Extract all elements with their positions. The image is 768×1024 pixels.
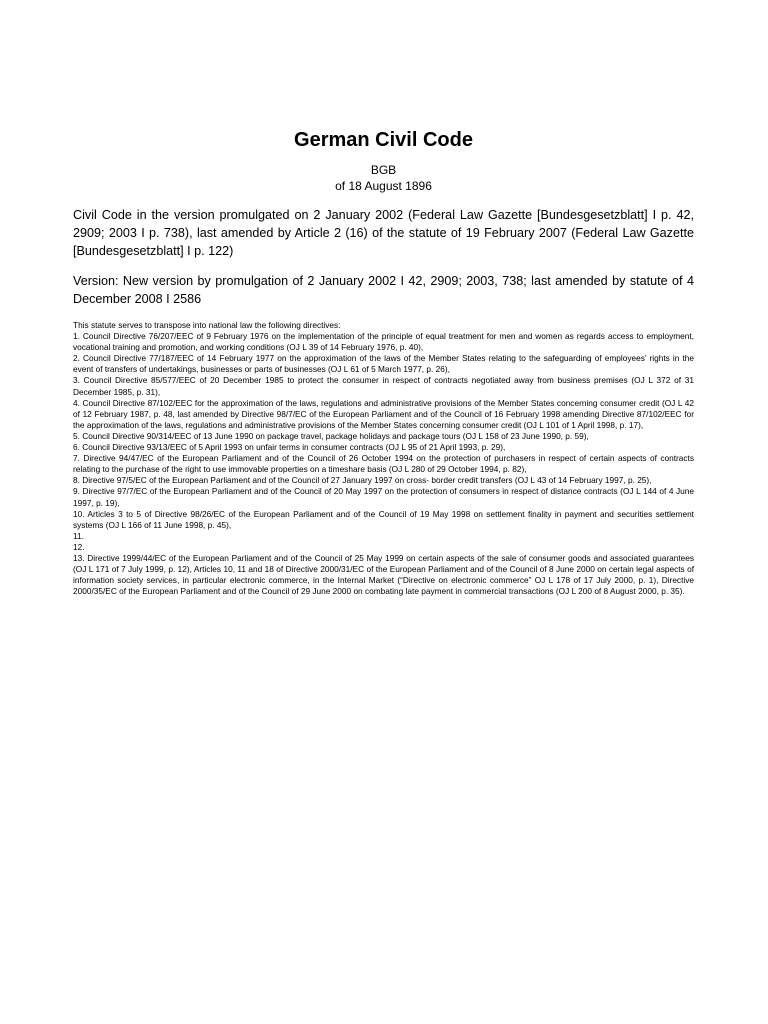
directives-list: [73, 320, 694, 597]
document-title: German Civil Code: [294, 129, 473, 151]
version-paragraph: Version: New version by promulgation of 2 January 2002 I 42, 2909; 2003, 738; last amended by statute of 4 December 2008 I 2586: [73, 274, 694, 306]
directive-item: 1. Council Directive 76/207/EEC of 9 February 1976 on the implementation of the principle of equal treatment for men and women as regards access to employment, vocational training and promotion, and working conditions (OJ L 39 of 14 February 1976, p. 40),: [73, 331, 694, 353]
subtitle-abbreviation: BGB: [370, 163, 397, 177]
directive-item: 2. Council Directive 77/187/EEC of 14 February 1977 on the approximation of the laws of the Member States relating to the safeguarding of employees’ rights in the event of transfers of undertakings, businesses or parts of businesses (OJ L 61 of 5 March 1977, p. 26),: [73, 353, 694, 375]
directive-item: 3. Council Directive 85/577/EEC of 20 December 1985 to protect the consumer in respect of contracts negotiated away from business premises (OJ L 372 of 31 December 1985, p. 31),: [73, 375, 694, 397]
intro-paragraph: Civil Code in the version promulgated on 2 January 2002 (Federal Law Gazette [Bundesgesetzblatt] I p. 42, 2909; 2003 I p. 738), last amended by Article 2 (16) of the statute of 19 February 2007 (Federal Law Gazette [Bundesgesetzblatt] I p. 122): [73, 208, 694, 258]
directive-item: 12.: [73, 541, 85, 552]
directives-intro: This statute serves to transpose into national law the following directives:: [73, 320, 341, 330]
directive-item: 4. Council Directive 87/102/EEC for the approximation of the laws, regulations and administrative provisions of the Member States concerning consumer credit (OJ L 42 of 12 February 1987, p. 48, last amended by Directive 98/7/EC of the European Parliament and of the Council of 16 February 1998 amending Directive 87/102/EEC for the approximation of the laws, regulations and administrative provisions of the Member States concerning consumer credit (OJ L 101 of 1 April 1998, p. 17),: [73, 397, 694, 430]
directive-item: 13. Directive 1999/44/EC of the European Parliament and of the Council of 25 May 1999 on certain aspects of the sale of consumer goods and associated guarantees (OJ L 171 of 7 July 1999, p. 12), Articles 10, 11 and 18 of Directive 2000/31/EC of the European Parliament and of the Council of 8 June 2000 on certain legal aspects of information society services, in particular electronic commerce, in the Internal Market (“Directive on electronic commerce” OJ L 178 of 17 July 2000, p. 1), Directive 2000/35/EC of the European Parliament and of the Council of 29 June 2000 on combating late payment in commercial transactions (OJ L 200 of 8 August 2000, p. 35).: [73, 552, 694, 597]
directive-item: 7. Directive 94/47/EC of the European Parliament and of the Council of 26 October 1994 on the protection of purchasers in respect of certain aspects of contracts relating to the purchase of the right to use immovable properties on a timeshare basis (OJ L 280 of 29 October 1994, p. 82),: [73, 453, 694, 475]
subtitle-date: of 18 August 1896: [335, 179, 432, 193]
directive-item: 8. Directive 97/5/EC of the European Parliament and of the Council of 27 January 1997 on cross- border credit transfers (OJ L 43 of 14 February 1997, p. 25),: [73, 475, 652, 486]
directive-item: 6. Council Directive 93/13/EEC of 5 April 1993 on unfair terms in consumer contracts (OJ L 95 of 21 April 1993, p. 29),: [73, 442, 506, 453]
document-page: [73, 126, 694, 597]
intro-section: [73, 206, 694, 308]
directive-item: 11.: [73, 530, 84, 541]
directive-item: 9. Directive 97/7/EC of the European Parliament and of the Council of 20 May 1997 on the protection of consumers in respect of distance contracts (OJ L 144 of 4 June 1997, p. 19),: [73, 486, 694, 508]
directive-item: 5. Council Directive 90/314/EEC of 13 June 1990 on package travel, package holidays and package tours (OJ L 158 of 23 June 1990, p. 59),: [73, 430, 589, 441]
directive-item: 10. Articles 3 to 5 of Directive 98/26/EC of the European Parliament and of the Council of 19 May 1998 on settlement finality in payment and securities settlement systems (OJ L 166 of 11 June 1998, p. 45),: [73, 508, 694, 530]
document-subtitle: [73, 162, 694, 194]
